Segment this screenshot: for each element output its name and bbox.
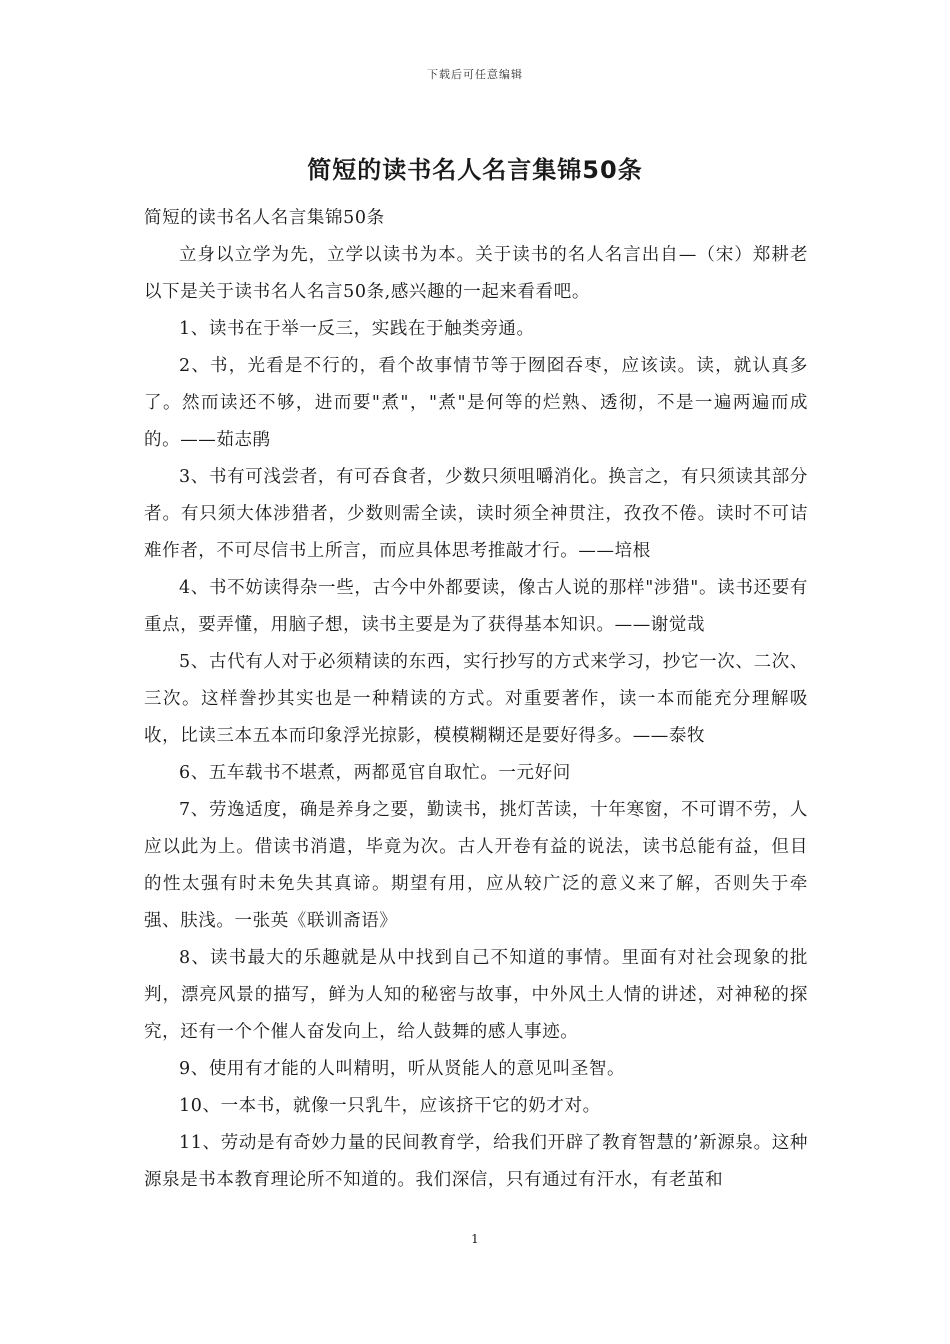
- quote-paragraph: 3、书有可浅尝者，有可吞食者，少数只须咀嚼消化。换言之，有只须读其部分者。有只须大体涉猎者，少数则需全读，读时须全神贯注，孜孜不倦。读时不可诘难作者，不可尽信书上所言，而应具体思考推敲才行。——培根: [144, 467, 808, 561]
- document-title: 简短的读书名人名言集锦50条: [307, 156, 643, 184]
- quote-paragraph: 10、一本书，就像一只乳牛，应该挤干它的奶才对。: [179, 1096, 601, 1116]
- subtitle-line: 简短的读书名人名言集锦50条: [144, 208, 385, 228]
- quote-paragraph: 9、使用有才能的人叫精明，听从贤能人的意见叫圣智。: [179, 1059, 626, 1079]
- quote-paragraph: 1、读书在于举一反三，实践在于触类旁通。: [179, 319, 535, 339]
- header-note: 下载后可任意编辑: [427, 68, 523, 81]
- quote-paragraph: 6、五车载书不堪煮，两都觅官自取忙。一元好问: [179, 763, 571, 783]
- quote-paragraph: 2、书，光看是不行的，看个故事情节等于囫囵吞枣，应该读。读，就认真多了。然而读还不够，进而要"煮"，"煮"是何等的烂熟、透彻，不是一遍两遍而成的。——茹志鹃: [144, 356, 808, 450]
- intro-paragraph: 立身以立学为先，立学以读书为本。关于读书的名人名言出自—（宋）郑耕老以下是关于读书名人名言50条,感兴趣的一起来看看吧。: [144, 245, 808, 302]
- quote-paragraph: 5、古代有人对于必须精读的东西，实行抄写的方式来学习，抄它一次、二次、三次。这样誊抄其实也是一种精读的方式。对重要著作，读一本而能充分理解吸收，比读三本五本而印象浮光掠影，模模糊糊还是要好得多。——泰牧: [144, 652, 808, 746]
- quote-paragraph: 4、书不妨读得杂一些，古今中外都要读，像古人说的那样"涉猎"。读书还要有重点，要弄懂，用脑子想，读书主要是为了获得基本知识。——谢觉哉: [144, 578, 808, 635]
- page-number: 1: [471, 1232, 479, 1246]
- quote-paragraph: 11、劳动是有奇妙力量的民间教育学，给我们开辟了教育智慧的’新源泉。这种源泉是书本教育理论所不知道的。我们深信，只有通过有汗水，有老茧和: [144, 1133, 808, 1190]
- document-body: [144, 200, 808, 1199]
- quote-paragraph: 8、读书最大的乐趣就是从中找到自己不知道的事情。里面有对社会现象的批判，漂亮风景的描写，鲜为人知的秘密与故事，中外风土人情的讲述，对神秘的探究，还有一个个催人奋发向上，给人鼓舞的感人事迹。: [144, 948, 808, 1042]
- quote-paragraph: 7、劳逸适度，确是养身之要，勤读书，挑灯苦读，十年寒窗，不可谓不劳，人应以此为上。借读书消遣，毕竟为次。古人开卷有益的说法，读书总能有益，但目的性太强有时未免失其真谛。期望有用，应从较广泛的意义来了解，否则失于牵强、肤浅。一张英《联训斋语》: [144, 800, 808, 931]
